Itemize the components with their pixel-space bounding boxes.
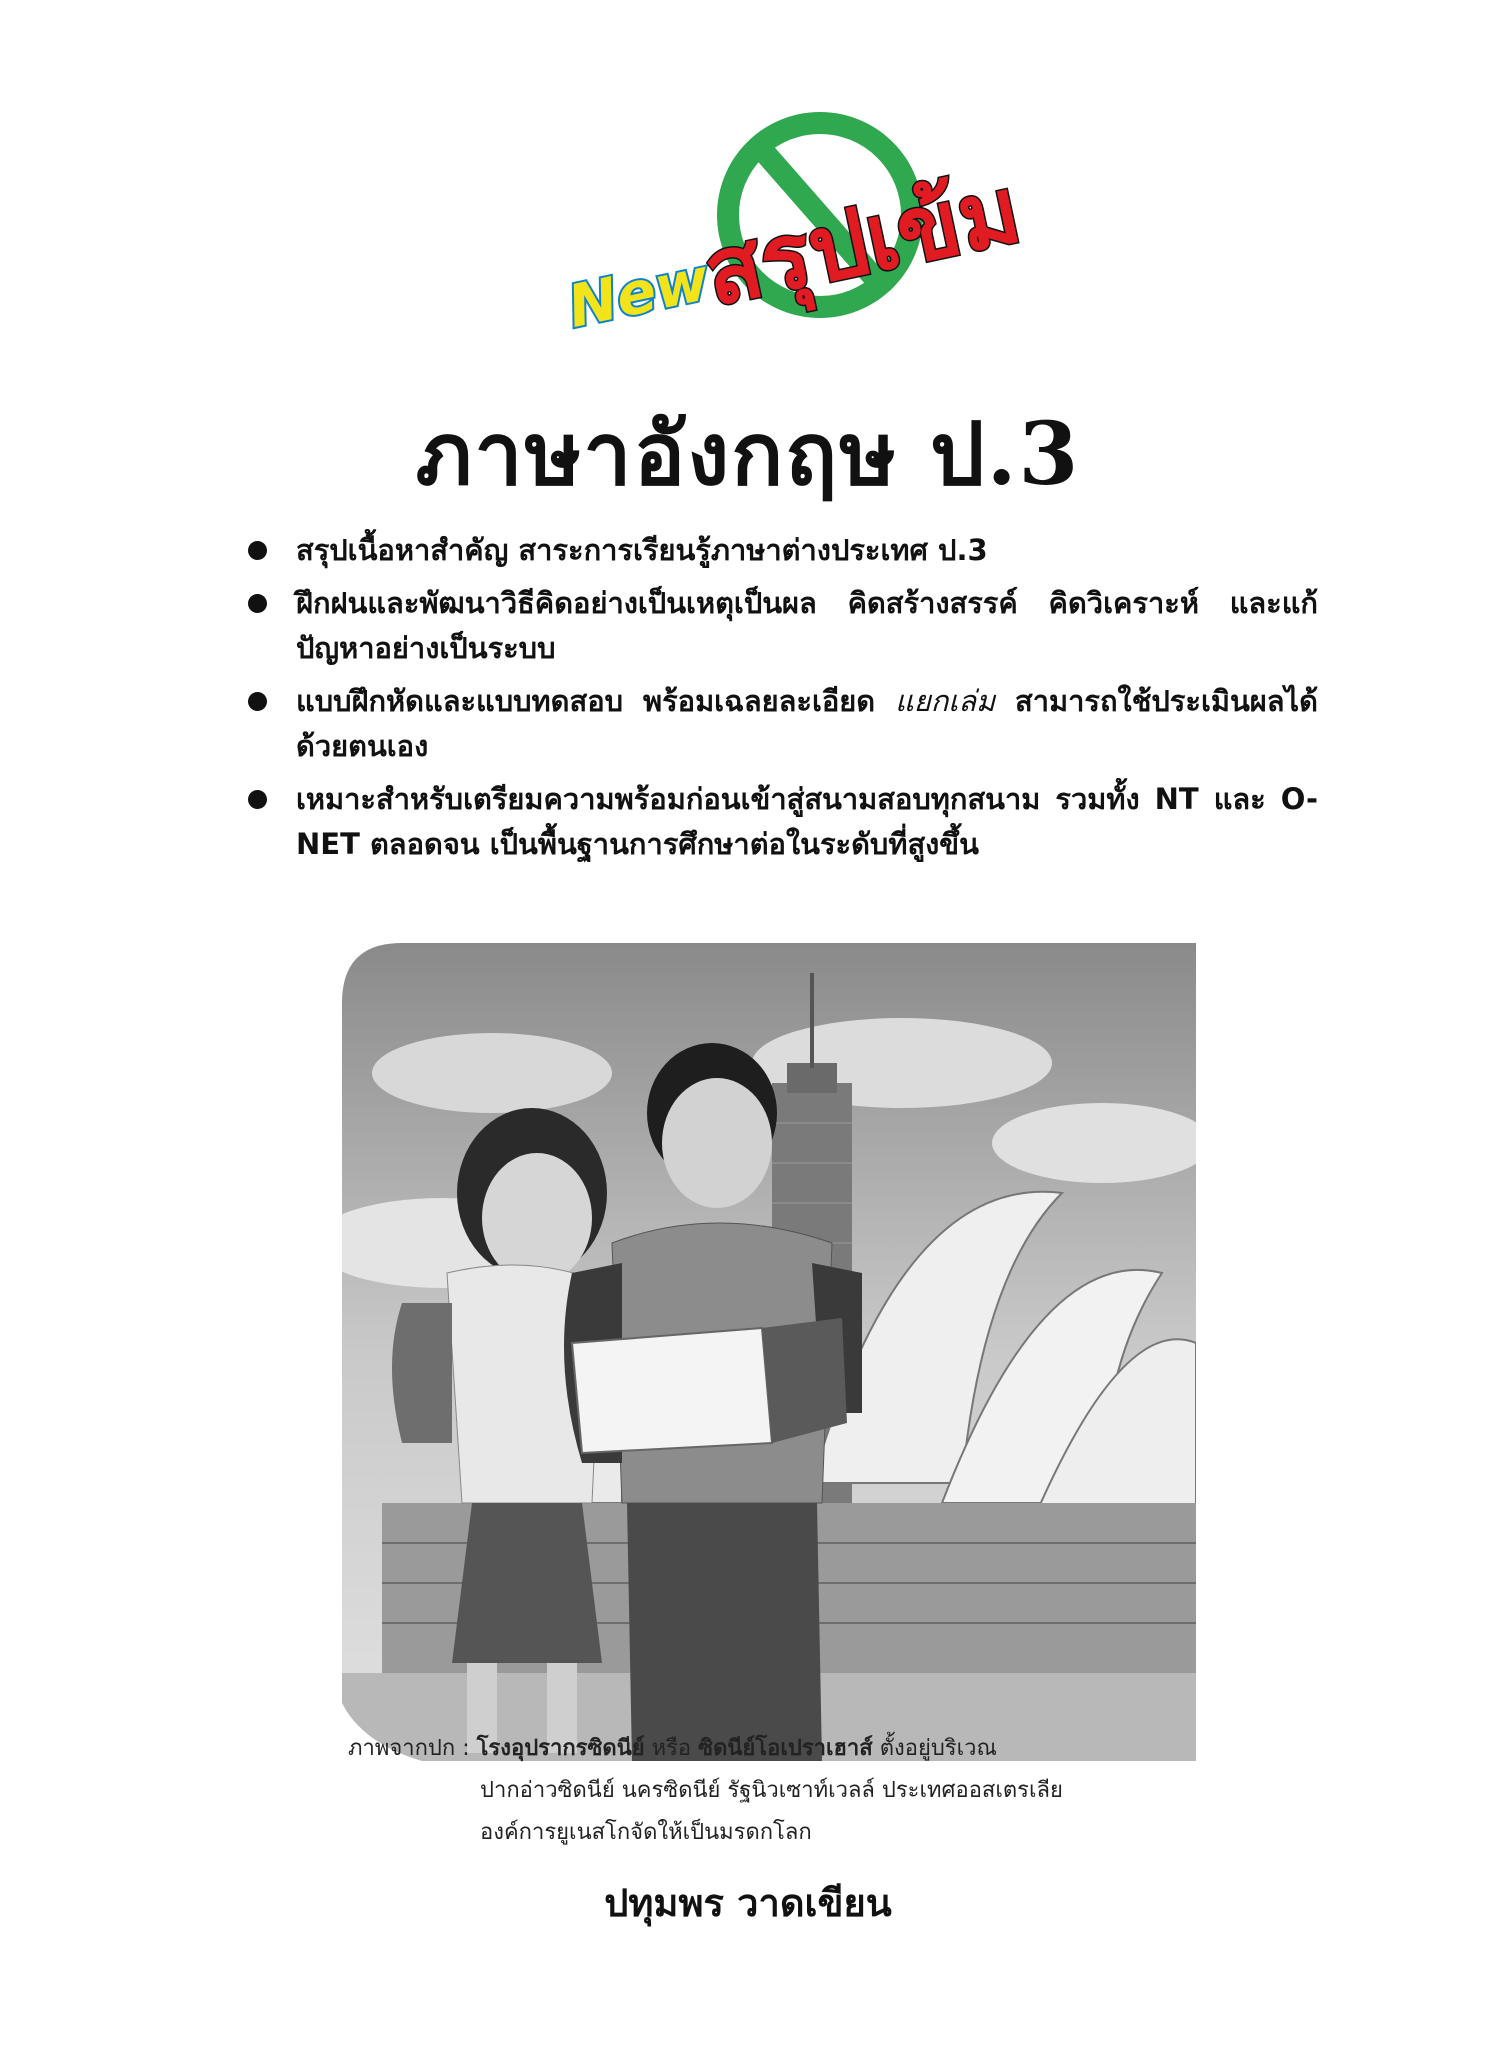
book-title: ภาษาอังกฤษ ป.3: [415, 404, 1081, 505]
bullet-icon: [248, 594, 267, 613]
photo-caption: [348, 1728, 1108, 1854]
feature-item: แบบฝึกหัดและแบบทดสอบ พร้อมเฉลยละเอียด แยกเล่ม สามารถใช้ประเมินผลได้ด้วยตนเอง: [248, 679, 1318, 769]
bullet-icon: [248, 790, 267, 809]
author-name: ปทุมพร วาดเขียน: [604, 1880, 892, 1925]
feature-item: เหมาะสำหรับเตรียมความพร้อมก่อนเข้าสู่สนามสอบทุกสนาม รวมทั้ง NT และ O-NET ตลอดจน เป็นพื้นฐานการศึกษาต่อในระดับที่สูงขึ้น: [248, 777, 1318, 867]
feature-list: [248, 528, 1318, 875]
logo-main-text: สรุปเข้ม: [695, 155, 1030, 327]
caption-line: ปากอ่าวซิดนีย์ นครซิดนีย์ รัฐนิวเซาท์เวลล์ ประเทศออสเตรเลีย: [480, 1778, 1063, 1803]
feature-item: ฝึกฝนและพัฒนาวิธีคิดอย่างเป็นเหตุเป็นผล คิดสร้างสรรค์ คิดวิเคราะห์ และแก้ปัญหาอย่างเป็นระบบ: [248, 581, 1318, 671]
place-name: โรงอุปรากรซิดนีย์: [476, 1736, 645, 1761]
bullet-icon: [248, 692, 267, 711]
logo-new-text: New: [562, 245, 715, 341]
emphasis-text: แยกเล่ม: [895, 684, 996, 718]
place-name: ซิดนีย์โอเปราเฮาส์: [698, 1736, 873, 1761]
caption-line: ภาพจากปก : โรงอุปรากรซิดนีย์ หรือ ซิดนีย์โอเปราเฮาส์ ตั้งอยู่บริเวณ: [348, 1736, 997, 1761]
caption-line: องค์การยูเนสโกจัดให้เป็นมรดกโลก: [480, 1820, 812, 1845]
cover-photo: [342, 943, 1196, 1761]
feature-item: สรุปเนื้อหาสำคัญ สาระการเรียนรู้ภาษาต่างประเทศ ป.3: [248, 528, 1318, 573]
bullet-icon: [248, 541, 267, 560]
series-logo: [530, 105, 1030, 365]
